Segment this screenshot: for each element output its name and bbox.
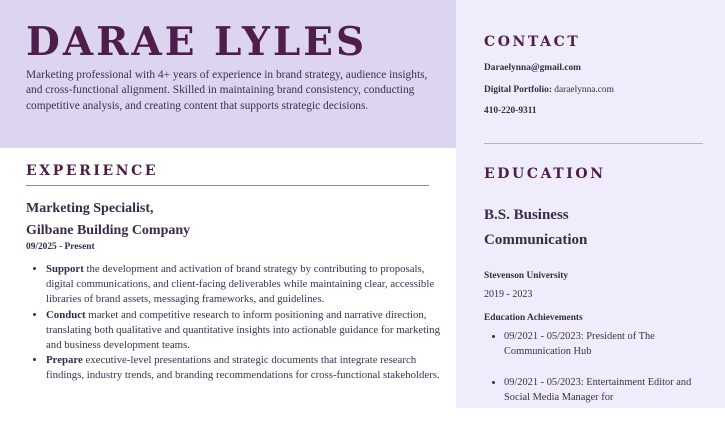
job-bullet — [46, 353, 442, 383]
experience-divider — [26, 185, 429, 186]
degree-line-1: B.S. Business — [484, 207, 569, 223]
job-bullets — [28, 262, 442, 384]
education-heading: EDUCATION — [484, 166, 606, 182]
achievement-item: • 09/2021 - 05/2023: Entertainment Editor and Social Media Manager for — [504, 376, 704, 405]
bullet-lead: Support — [46, 263, 84, 275]
job-company: Gilbane Building Company — [26, 223, 191, 238]
bullet-lead: Prepare — [46, 354, 83, 367]
sidebar — [456, 0, 725, 408]
sidebar-divider — [484, 143, 703, 144]
school-years: 2019 - 2023 — [484, 289, 533, 300]
contact-email[interactable]: Daraelynna@gmail.com — [484, 63, 581, 73]
experience-heading: EXPERIENCE — [26, 163, 159, 179]
bullet-text: market and competitive research to inform positioning and narrative direction, translating both qualitative and quantitative insights into actionable guidance for marketing and business development teams. — [46, 308, 440, 352]
professional-summary: Marketing professional with 4+ years of experience in brand strategy, audience insights, and cross-functional alignment. Skilled in maintaining brand consistency, conducting competitive analysis, and creating content that supports strategic decisions. — [26, 69, 428, 112]
experience-section — [0, 148, 456, 408]
resume-header — [0, 0, 456, 148]
achievement-item: • 09/2021 - 05/2023: President of The Communication Hub — [504, 330, 704, 359]
job-title — [26, 198, 190, 242]
job-bullet — [46, 308, 442, 354]
candidate-name: DARAE LYLES — [26, 19, 368, 65]
contact-heading: CONTACT — [484, 34, 581, 50]
school-name: Stevenson University — [484, 271, 569, 281]
contact-phone: 410-220-9311 — [484, 106, 537, 116]
bullet-lead: Conduct — [46, 308, 86, 321]
contact-portfolio — [484, 85, 614, 95]
degree-line-2: Communication — [484, 232, 588, 248]
portfolio-link[interactable]: daraelynna.com — [551, 85, 614, 95]
job-role: Marketing Specialist, — [26, 201, 154, 216]
job-bullet — [46, 262, 442, 308]
achievements-list — [486, 330, 704, 422]
bullet-text: the development and activation of brand strategy by contributing to proposals, digital communications, and client-facing deliverables while maintaining clear, accessible libraries of brand assets, messaging frameworks, and guidelines. — [46, 263, 435, 306]
degree — [484, 203, 587, 253]
portfolio-label: Digital Portfolio: — [484, 85, 552, 95]
bullet-text: executive-level presentations and strategic documents that integrate research findings, industry trends, and branding recommendations for cross-functional stakeholders. — [46, 354, 440, 382]
job-dates: 09/2025 - Present — [26, 242, 95, 252]
achievements-heading: Education Achievements — [484, 313, 583, 323]
